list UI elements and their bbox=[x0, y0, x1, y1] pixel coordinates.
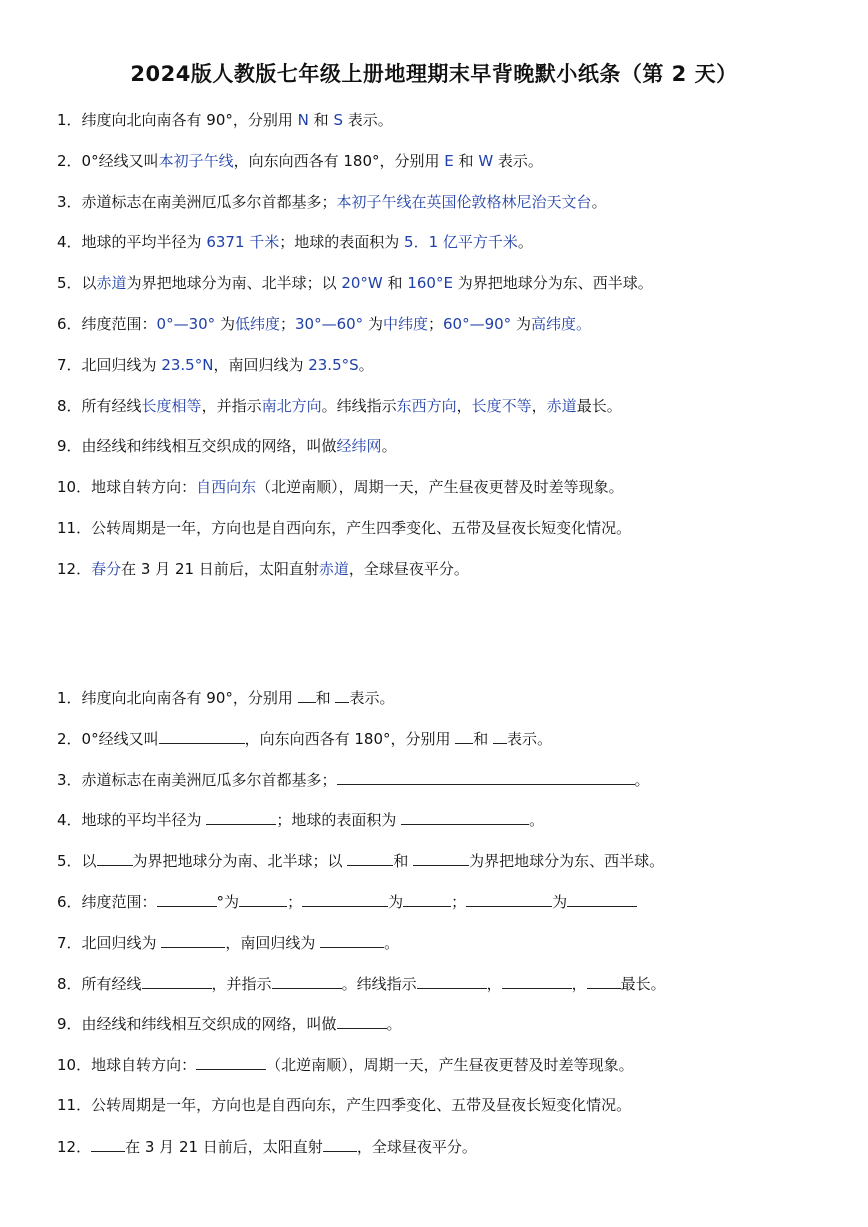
quiz-line-6 bbox=[57, 891, 637, 912]
answer-highlight: 赤道 bbox=[546, 396, 577, 415]
answer-highlight: 东西方向 bbox=[396, 396, 457, 415]
fill-blank bbox=[502, 973, 572, 989]
line-text: ，南回归线为 bbox=[225, 933, 321, 952]
fill-blank bbox=[157, 891, 217, 907]
quiz-line-5 bbox=[57, 850, 664, 871]
line-text: 9．由经线和纬线相互交织成的网络，叫做 bbox=[57, 1015, 337, 1034]
line-text: ，并指示 bbox=[201, 396, 262, 415]
line-text: 6．纬度范围： bbox=[57, 893, 157, 911]
quiz-line-3 bbox=[57, 769, 650, 790]
line-text: 为界把地球分为东、西半球。 bbox=[469, 852, 665, 871]
fill-blank bbox=[337, 1013, 387, 1029]
fill-blank bbox=[320, 932, 384, 948]
fill-blank bbox=[159, 728, 245, 744]
answer-highlight: 23.5°N bbox=[161, 355, 214, 374]
line-text: 表示。 bbox=[493, 151, 543, 170]
answer-highlight: 南北方向 bbox=[261, 396, 322, 415]
line-text: （北逆南顺），周期一天，产生昼夜更替及时差等现象。 bbox=[256, 478, 624, 497]
line-text: 。纬线指示 bbox=[341, 974, 417, 993]
fill-blank bbox=[493, 728, 507, 744]
line-text: 为 bbox=[215, 315, 235, 333]
answer-highlight: 经纬网 bbox=[336, 437, 382, 456]
answer-highlight: 本初子午线在英国伦敦格林尼治天文台 bbox=[336, 192, 592, 211]
quiz-line-2 bbox=[57, 728, 552, 749]
line-text: ，向东向西各有 180°，分别用 bbox=[244, 729, 456, 748]
fill-blank bbox=[302, 891, 388, 907]
answer-highlight: 160°E bbox=[407, 274, 453, 293]
fill-blank bbox=[323, 1136, 357, 1152]
line-text: 11．公转周期是一年，方向也是自西向东，产生四季变化、五带及昼夜长短变化情况。 bbox=[57, 519, 632, 537]
line-text: 5．以 bbox=[57, 274, 97, 293]
fill-blank bbox=[196, 1054, 266, 1070]
line-text: 为 bbox=[363, 315, 383, 333]
line-text: ；地球的表面积为 bbox=[279, 233, 405, 252]
answer-line-3 bbox=[57, 192, 607, 212]
answer-highlight: 0°—30° bbox=[156, 315, 216, 333]
answer-highlight: 23.5°S bbox=[308, 355, 359, 374]
answer-highlight: 赤道 bbox=[96, 274, 127, 293]
quiz-line-4 bbox=[57, 809, 544, 830]
line-text: 12． bbox=[57, 559, 92, 578]
fill-blank bbox=[347, 850, 393, 866]
quiz-line-11 bbox=[57, 1095, 631, 1115]
line-text: 为界把地球分为南、北半球；以 bbox=[126, 274, 342, 293]
answer-highlight: N bbox=[297, 111, 309, 129]
fill-blank bbox=[206, 809, 276, 825]
quiz-line-10 bbox=[57, 1054, 634, 1075]
line-text: 11．公转周期是一年，方向也是自西向东，产生四季变化、五带及昼夜长短变化情况。 bbox=[57, 1096, 632, 1114]
answer-highlight: 高纬度。 bbox=[530, 315, 591, 333]
line-text: 表示。 bbox=[342, 111, 393, 129]
line-text: 和 bbox=[393, 852, 414, 871]
line-text: 5．以 bbox=[57, 852, 97, 871]
quiz-line-7 bbox=[57, 932, 399, 953]
answer-highlight: 60°—90° bbox=[443, 315, 512, 333]
page-title: 2024版人教版七年级上册地理期末早背晚默小纸条（第 2 天） bbox=[130, 62, 738, 86]
answer-highlight: 长度不等 bbox=[471, 396, 532, 415]
line-text: 为 bbox=[511, 315, 531, 333]
answer-highlight: 春分 bbox=[91, 559, 122, 578]
fill-blank bbox=[417, 973, 487, 989]
line-text: ，南回归线为 bbox=[213, 355, 309, 374]
line-text: 。纬线指示 bbox=[321, 396, 397, 415]
line-text: 和 bbox=[382, 274, 408, 293]
line-text: 。 bbox=[591, 192, 607, 211]
line-text: 3．赤道标志在南美洲厄瓜多尔首都基多； bbox=[57, 192, 337, 211]
line-text: °为 bbox=[216, 893, 240, 911]
line-text: ，全球昼夜平分。 bbox=[356, 1137, 477, 1156]
line-text: 。 bbox=[634, 770, 650, 789]
line-text: 1．纬度向北向南各有 90°，分别用 bbox=[57, 111, 298, 129]
answer-line-8 bbox=[57, 396, 622, 416]
answer-line-1 bbox=[57, 110, 393, 130]
line-text: 8．所有经线 bbox=[57, 396, 142, 415]
fill-blank bbox=[161, 932, 225, 948]
line-text: 2．0°经线又叫 bbox=[57, 151, 159, 170]
line-text: 为 bbox=[388, 893, 404, 911]
line-text: ； bbox=[451, 893, 467, 911]
answer-highlight: 20°W bbox=[341, 274, 383, 293]
line-text: ，并指示 bbox=[211, 974, 272, 993]
answer-highlight: 自西向东 bbox=[196, 478, 257, 497]
line-text: ， bbox=[486, 974, 502, 993]
fill-blank bbox=[401, 809, 529, 825]
line-text: ，向东向西各有 180°，分别用 bbox=[233, 151, 445, 170]
line-text: ， bbox=[571, 974, 587, 993]
line-text: ， bbox=[531, 396, 547, 415]
fill-blank bbox=[272, 973, 342, 989]
line-text: 。 bbox=[386, 1015, 402, 1034]
answer-line-5 bbox=[57, 273, 653, 293]
line-text: 2．0°经线又叫 bbox=[57, 729, 159, 748]
line-text: ； bbox=[427, 315, 443, 333]
line-text: 和 bbox=[473, 729, 494, 748]
answer-line-11 bbox=[57, 518, 631, 538]
line-text: ；地球的表面积为 bbox=[276, 811, 402, 830]
line-text: 。 bbox=[381, 437, 397, 456]
line-text: 6．纬度范围： bbox=[57, 315, 157, 333]
line-text: ； bbox=[287, 893, 303, 911]
line-text: 1．纬度向北向南各有 90°，分别用 bbox=[57, 689, 298, 707]
line-text: 在 3 月 21 日前后，太阳直射 bbox=[125, 1137, 323, 1156]
line-text: 7．北回归线为 bbox=[57, 355, 162, 374]
answer-line-4 bbox=[57, 232, 533, 252]
answer-line-9 bbox=[57, 436, 397, 456]
line-text: ； bbox=[279, 315, 295, 333]
answer-highlight: 6371 千米 bbox=[206, 233, 280, 252]
line-text: 4．地球的平均半径为 bbox=[57, 811, 207, 830]
line-text: 为界把地球分为东、西半球。 bbox=[452, 274, 653, 293]
answer-line-2 bbox=[57, 151, 543, 171]
line-text: 为 bbox=[552, 893, 568, 911]
answer-highlight: 30°—60° bbox=[295, 315, 364, 333]
fill-blank bbox=[142, 973, 212, 989]
answer-line-7 bbox=[57, 355, 374, 375]
line-text: 和 bbox=[453, 151, 479, 170]
answer-highlight: 中纬度 bbox=[382, 315, 428, 333]
fill-blank bbox=[91, 1136, 125, 1152]
quiz-line-12 bbox=[57, 1136, 477, 1157]
line-text: 表示。 bbox=[507, 729, 553, 748]
line-text: 12． bbox=[57, 1137, 92, 1156]
fill-blank bbox=[239, 891, 287, 907]
line-text: 为界把地球分为南、北半球；以 bbox=[132, 852, 348, 871]
answer-line-6 bbox=[57, 314, 591, 334]
fill-blank bbox=[337, 769, 635, 785]
line-text: ， bbox=[456, 396, 472, 415]
fill-blank bbox=[587, 973, 621, 989]
fill-blank bbox=[403, 891, 451, 907]
answer-line-12 bbox=[57, 559, 469, 579]
fill-blank bbox=[413, 850, 469, 866]
line-text: 在 3 月 21 日前后，太阳直射 bbox=[121, 559, 319, 578]
line-text: 。 bbox=[384, 933, 400, 952]
line-text: 最长。 bbox=[576, 396, 622, 415]
answer-highlight: 5．1 亿平方千米 bbox=[404, 233, 518, 252]
quiz-line-1 bbox=[57, 687, 394, 708]
answer-highlight: 低纬度 bbox=[234, 315, 280, 333]
line-text: 10．地球自转方向： bbox=[57, 1056, 197, 1075]
line-text: 4．地球的平均半径为 bbox=[57, 233, 207, 252]
answer-highlight: W bbox=[478, 151, 494, 170]
fill-blank bbox=[455, 728, 473, 744]
quiz-line-9 bbox=[57, 1013, 402, 1034]
answer-highlight: S bbox=[333, 111, 343, 129]
line-text: 3．赤道标志在南美洲厄瓜多尔首都基多； bbox=[57, 770, 337, 789]
line-text: 。 bbox=[529, 811, 545, 830]
fill-blank bbox=[567, 891, 637, 907]
line-text: 和 bbox=[315, 689, 336, 707]
line-text: 。 bbox=[517, 233, 533, 252]
line-text: 表示。 bbox=[349, 689, 395, 707]
line-text: 。 bbox=[358, 355, 374, 374]
line-text: 7．北回归线为 bbox=[57, 933, 162, 952]
answer-line-10 bbox=[57, 477, 624, 497]
answer-highlight: E bbox=[444, 151, 454, 170]
line-text: （北逆南顺），周期一天，产生昼夜更替及时差等现象。 bbox=[266, 1056, 634, 1075]
answer-highlight: 本初子午线 bbox=[158, 151, 234, 170]
line-text: 10．地球自转方向： bbox=[57, 478, 197, 497]
fill-blank bbox=[466, 891, 552, 907]
line-text: 8．所有经线 bbox=[57, 974, 142, 993]
line-text: 最长。 bbox=[620, 974, 666, 993]
quiz-line-8 bbox=[57, 973, 666, 994]
fill-blank bbox=[97, 850, 133, 866]
line-text: 9．由经线和纬线相互交织成的网络，叫做 bbox=[57, 437, 337, 456]
fill-blank bbox=[298, 687, 316, 703]
answer-highlight: 赤道 bbox=[318, 559, 349, 578]
answer-highlight: 长度相等 bbox=[141, 396, 202, 415]
fill-blank bbox=[335, 687, 349, 703]
line-text: ，全球昼夜平分。 bbox=[348, 559, 469, 578]
line-text: 和 bbox=[308, 111, 334, 129]
